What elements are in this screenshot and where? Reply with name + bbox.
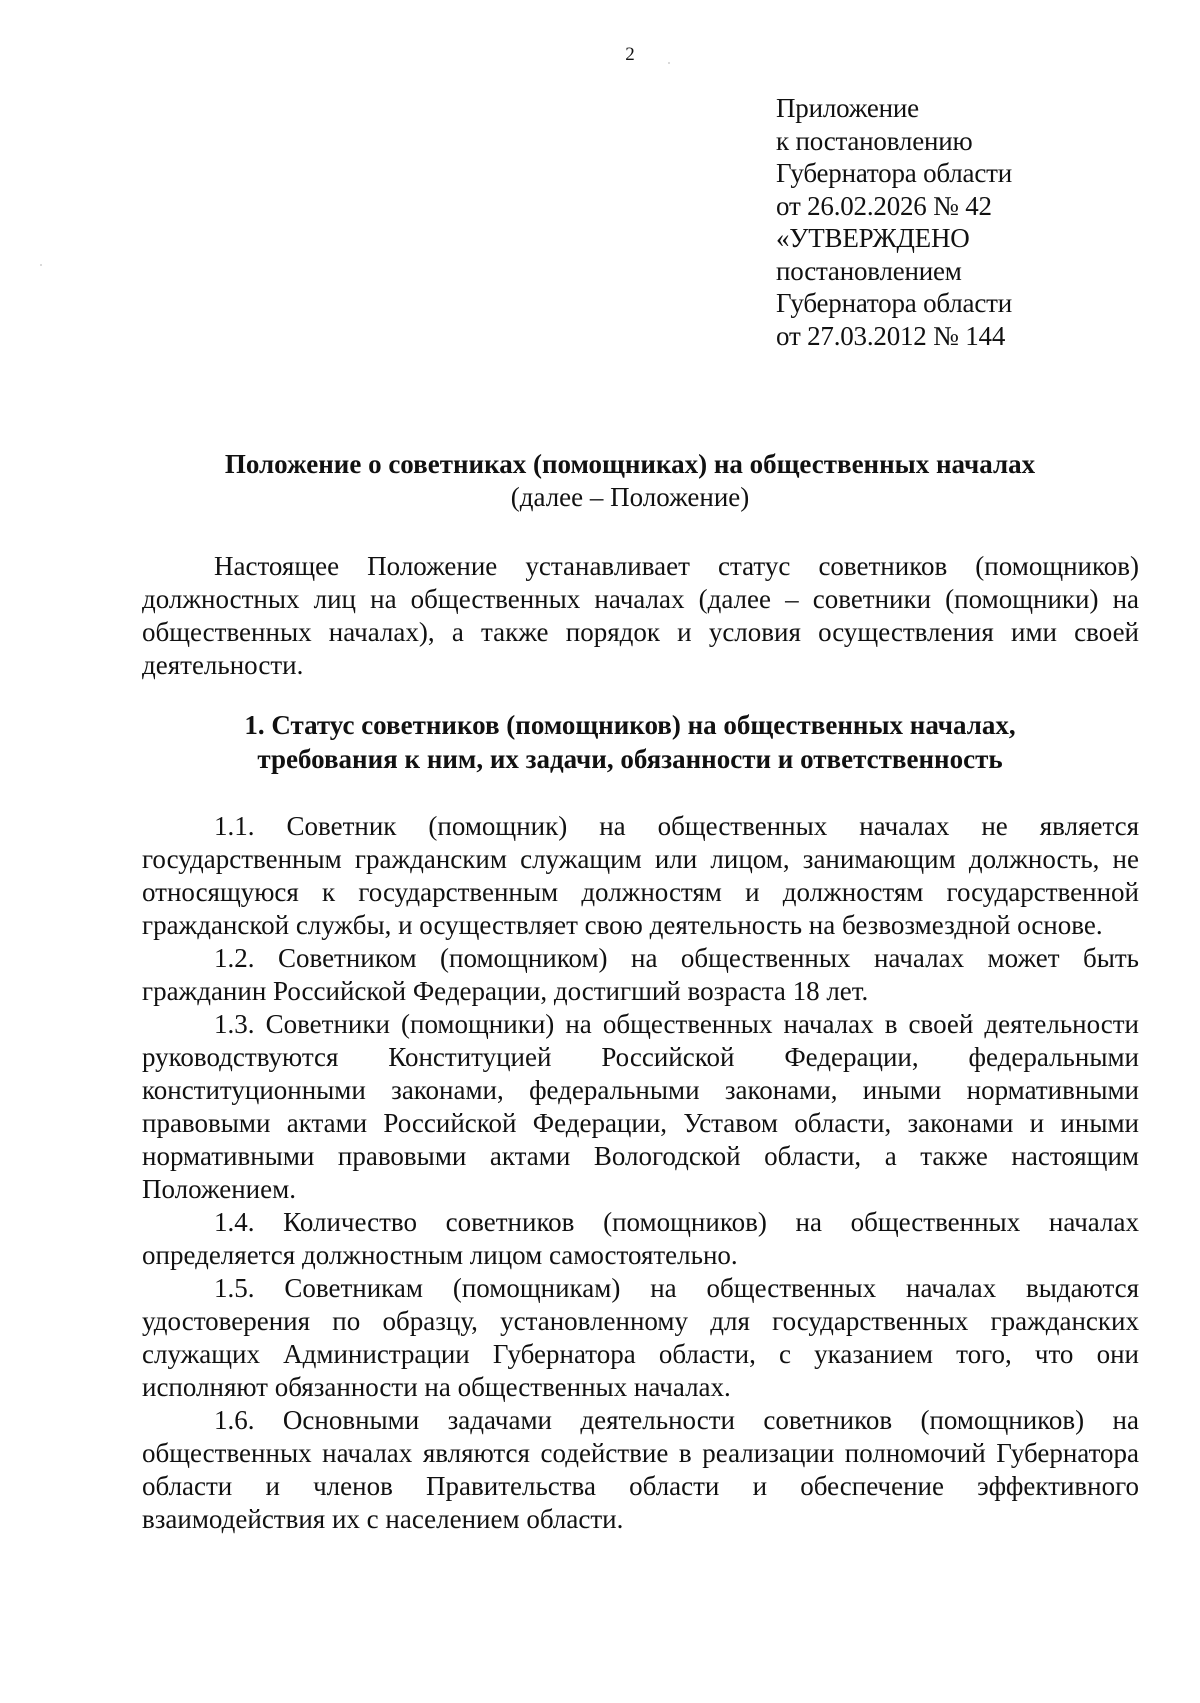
intro-section bbox=[142, 550, 1139, 682]
document-title-sub: (далее – Положение) bbox=[510, 482, 750, 512]
section-item: 1.4. Количество советников (помощников) на общественных началах определяется должностным лицом самостоятельно. bbox=[142, 1207, 1139, 1270]
approval-line: Губернатора области bbox=[776, 288, 1012, 318]
scan-speck bbox=[40, 264, 42, 266]
approval-line: от 27.03.2012 № 144 bbox=[776, 320, 1006, 351]
page-number: 2 bbox=[625, 44, 635, 65]
document-title bbox=[130, 448, 1130, 514]
approval-line: от 26.02.2026 № 42 bbox=[776, 190, 992, 221]
section-item: 1.6. Основными задачами деятельности советников (помощников) на общественных началах являются содействие в реализации полномочий Губернатора области и членов Правительства области и обеспечение эффективного взаимодействия их с населением области. bbox=[142, 1405, 1139, 1534]
document-title-main: Положение о советниках (помощниках) на общественных началах bbox=[224, 449, 1036, 479]
approval-line: постановлением bbox=[776, 255, 962, 286]
section-1-heading-line: 1. Статус советников (помощников) на общественных началах, bbox=[244, 710, 1016, 740]
approval-block bbox=[776, 92, 1012, 352]
approval-line: «УТВЕРЖДЕНО bbox=[776, 223, 970, 253]
approval-line: к постановлению bbox=[776, 125, 973, 156]
scan-speck bbox=[668, 62, 670, 64]
approval-line: Приложение bbox=[776, 93, 919, 123]
section-1-items bbox=[142, 810, 1139, 1536]
section-item: 1.3. Советники (помощники) на общественных началах в своей деятельности руководствуются Конституцией Российской Федерации, федеральными конституционными законами, федеральными законами, иными нормативными правовыми актами Российской Федерации, Уставом области, законами и иными нормативными правовыми актами Вологодской области, а также настоящим Положением. bbox=[142, 1009, 1139, 1204]
section-1-heading bbox=[130, 708, 1130, 776]
section-item: 1.2. Советником (помощником) на общественных началах может быть гражданин Российской Федерации, достигший возраста 18 лет. bbox=[142, 943, 1139, 1006]
intro-paragraph: Настоящее Положение устанавливает статус советников (помощников) должностных лиц на общественных началах (далее – советники (помощники) на общественных началах), а также порядок и условия осуществления ими своей деятельности. bbox=[142, 551, 1139, 680]
section-item: 1.1. Советник (помощник) на общественных началах не является государственным гражданским служащим или лицом, занимающим должность, не относящуюся к государственным должностям и должностям государственной гражданской службы, и осуществляет свою деятельность на безвозмездной основе. bbox=[142, 811, 1139, 940]
section-item: 1.5. Советникам (помощникам) на общественных началах выдаются удостоверения по образцу, установленному для государственных гражданских служащих Администрации Губернатора области, с указанием того, что они исполняют обязанности на общественных началах. bbox=[142, 1273, 1139, 1402]
section-1-heading-line: требования к ним, их задачи, обязанности и ответственность bbox=[257, 744, 1003, 774]
approval-line: Губернатора области bbox=[776, 158, 1012, 188]
